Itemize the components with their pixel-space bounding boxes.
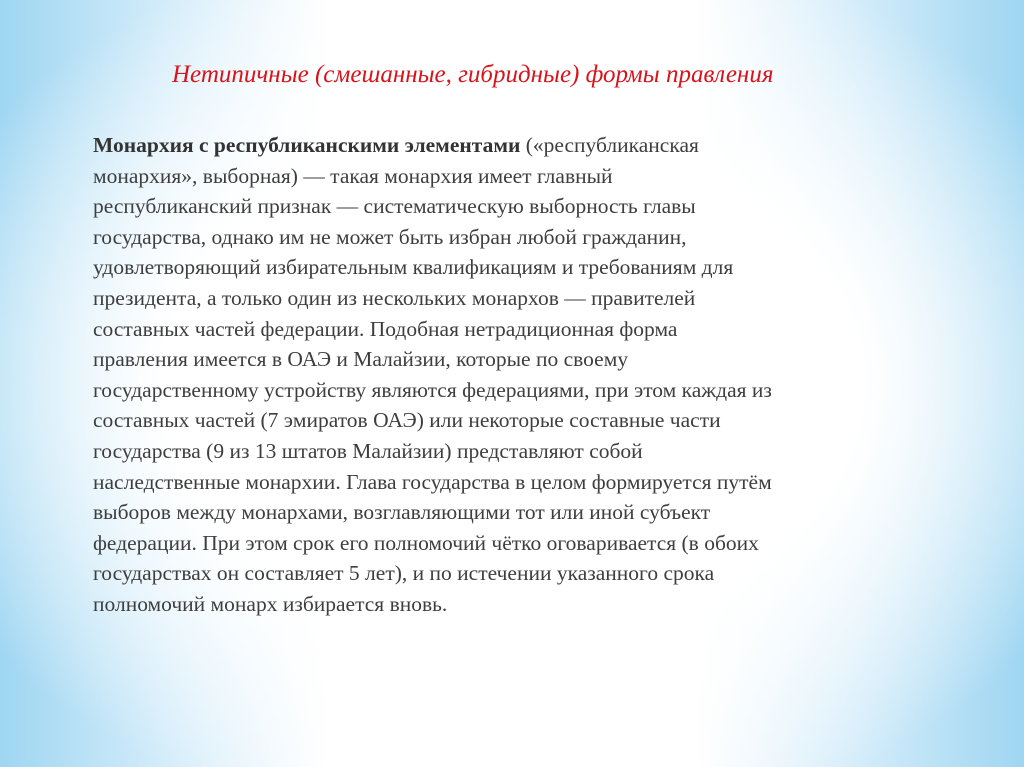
term-heading: Монархия с республиканскими элементами (93, 133, 521, 157)
text-line: правления имеется в ОАЭ и Малайзии, которые по своему (93, 347, 629, 372)
text-line: монархия», выборная) — такая монархия имеет главный (93, 163, 613, 188)
text-line: полномочий монарх избирается вновь. (93, 591, 448, 616)
text-line: государствах он составляет 5 лет), и по истечении указанного срока (93, 561, 715, 586)
text-line: выборов между монархами, возглавляющими тот или иной субъект (93, 500, 711, 525)
text-line: государства, однако им не может быть избран любой гражданин, (93, 224, 687, 249)
text-line: составных частей федерации. Подобная нетрадиционная форма (93, 316, 678, 341)
text-line: составных частей (7 эмиратов ОАЭ) или некоторые составные части (93, 408, 721, 433)
text-line: президента, а только один из нескольких монархов — правителей (93, 285, 696, 310)
text-line (93, 130, 893, 161)
text-line: удовлетворяющий избирательным квалификациям и требованиям для (93, 255, 734, 280)
term-definition-start: («республиканская (520, 133, 699, 157)
text-line: федерации. При этом срок его полномочий чётко оговаривается (в обоих (93, 530, 759, 555)
slide-title: Нетипичные (смешанные, гибридные) формы правления (172, 61, 774, 88)
text-line: республиканский признак — систематическую выборность главы (93, 194, 696, 219)
text-line: наследственные монархии. Глава государства в целом формируется путём (93, 469, 772, 494)
body-paragraph (93, 130, 893, 620)
text-line: государственному устройству являются федерациями, при этом каждая из (93, 377, 772, 402)
text-line: государства (9 из 13 штатов Малайзии) представляют собой (93, 438, 643, 463)
